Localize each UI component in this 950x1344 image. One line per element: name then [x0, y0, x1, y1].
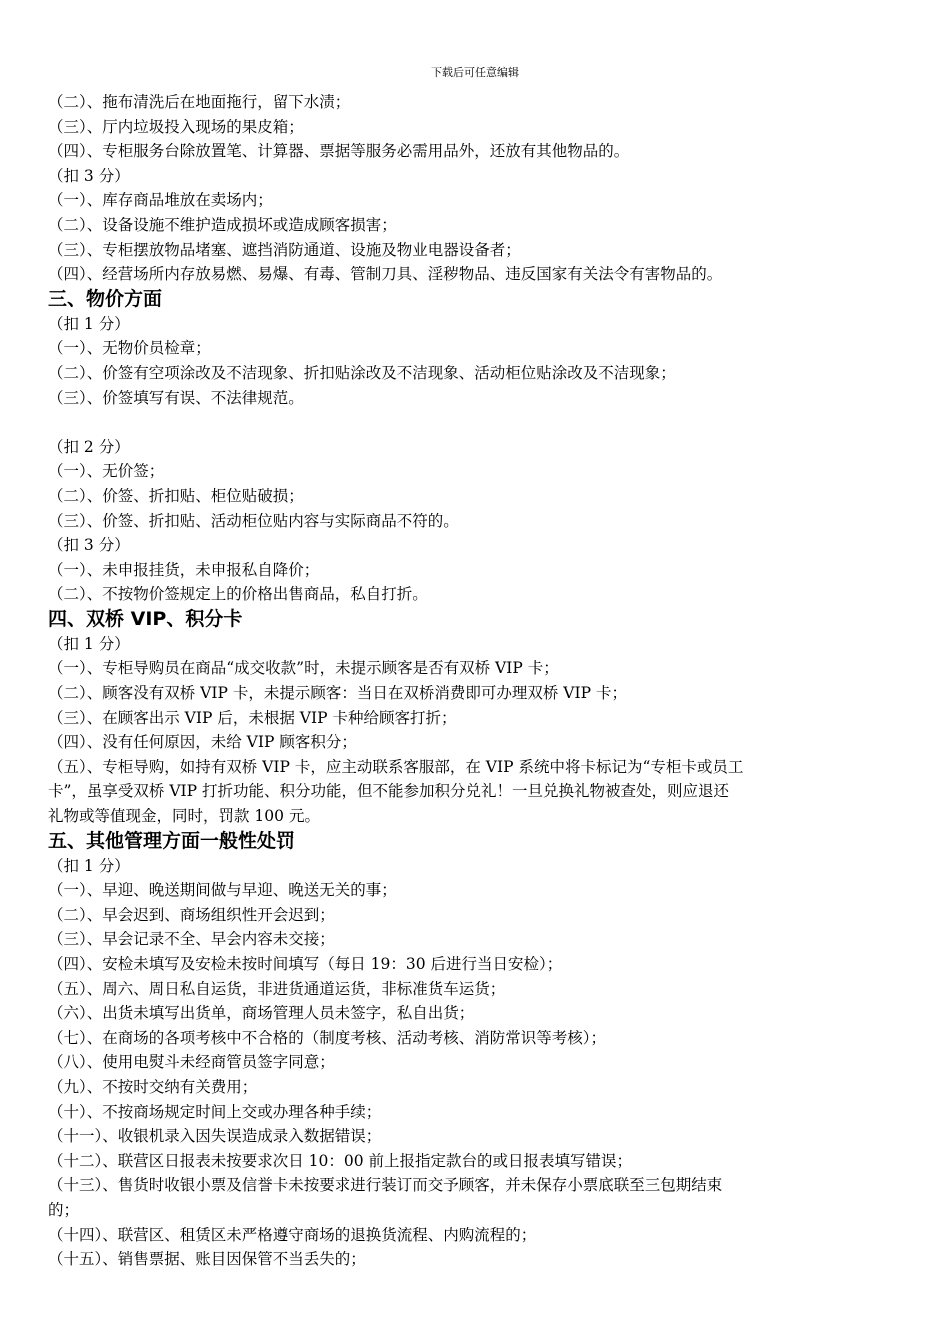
text-line: （三）、厅内垃圾投入现场的果皮箱； — [48, 117, 304, 136]
text-line: （扣 1 分） — [48, 314, 130, 333]
text-line: （一）、无价签； — [48, 462, 165, 481]
text-line: （扣 3 分） — [48, 166, 130, 185]
text-line: 礼物或等值现金，同时，罚款 100 元。 — [48, 807, 320, 826]
text-line: （二）、拖布清洗后在地面拖行，留下水渍； — [48, 93, 351, 111]
text-line: （二）、不按物价签规定上的价格出售商品，私自打折。 — [48, 585, 428, 604]
text-line: （十四）、联营区、租赁区未严格遵守商场的退换货流程、内购流程的； — [48, 1225, 537, 1244]
text-line: （扣 2 分） — [48, 437, 130, 456]
text-line: （十一）、收银机录入因失误造成录入数据错误； — [48, 1127, 382, 1146]
text-line: （一）、未申报挂货，未申报私自降价； — [48, 560, 320, 579]
text-line: （三）、专柜摆放物品堵塞、遮挡消防通道、设施及物业电器设备者； — [48, 240, 521, 259]
blank-line — [48, 410, 908, 435]
text-line: （二）、顾客没有双桥 VIP 卡，未提示顾客：当日在双桥消费即可办理双桥 VIP 卡； — [48, 684, 627, 703]
text-line: 的； — [48, 1200, 80, 1219]
text-line: （三）、早会记录不全、早会内容未交接； — [48, 930, 335, 949]
text-line: （三）、价签填写有误、不法律规范。 — [48, 388, 304, 407]
text-line: （一）、早迎、晚送期间做与早迎、晚送无关的事； — [48, 881, 397, 900]
text-line: （十三）、售货时收银小票及信誉卡未按要求进行装订而交予顾客，并未保存小票底联至三包期结束 — [48, 1176, 723, 1195]
section-heading: 五、其他管理方面一般性处罚 — [48, 829, 296, 852]
text-line: （二）、早会迟到、商场组织性开会迟到； — [48, 905, 335, 924]
text-line: （七）、在商场的各项考核中不合格的（制度考核、活动考核、消防常识等考核）； — [48, 1028, 607, 1047]
text-line: （六）、出货未填写出货单，商场管理人员未签字，私自出货； — [48, 1004, 475, 1023]
text-line: （四）、安检未填写及安检未按时间填写（每日 19：30 后进行当日安检）； — [48, 955, 563, 973]
section-heading: 四、双桥 VIP、积分卡 — [48, 607, 243, 630]
text-line: （二）、价签有空项涂改及不洁现象、折扣贴涂改及不洁现象、活动柜位贴涂改及不洁现象； — [48, 363, 676, 382]
text-line: （三）、价签、折扣贴、活动柜位贴内容与实际商品不符的。 — [48, 511, 459, 530]
text-line: 卡”，虽享受双桥 VIP 打折功能、积分功能，但不能参加积分兑礼！一旦兑换礼物被查处，则应退还 — [48, 782, 730, 801]
document-body — [48, 90, 908, 1272]
section-heading: 三、物价方面 — [48, 287, 163, 310]
text-line: （十二）、联营区日报表未按要求次日 10：00 前上报指定款台的或日报表填写错误； — [48, 1151, 633, 1170]
text-line: （一）、专柜导购员在商品“成交收款”时，未提示顾客是否有双桥 VIP 卡； — [48, 659, 559, 678]
text-line: （一）、无物价员检章； — [48, 339, 211, 358]
text-line: （九）、不按时交纳有关费用； — [48, 1077, 258, 1096]
text-line: （四）、经营场所内存放易燃、易爆、有毒、管制刀具、淫秽物品、违反国家有关法令有害物品的。 — [48, 265, 723, 284]
text-line: （五）、专柜导购，如持有双桥 VIP 卡，应主动联系客服部，在 VIP 系统中将卡标记为“专柜卡或员工 — [48, 757, 744, 776]
text-line: （十）、不按商场规定时间上交或办理各种手续； — [48, 1102, 382, 1121]
text-line: （扣 3 分） — [48, 536, 130, 555]
text-line: （扣 1 分） — [48, 634, 130, 653]
text-line: （五）、周六、周日私自运货，非进货通道运货，非标准货车运货； — [48, 979, 506, 998]
text-line: （二）、设备设施不维护造成损坏或造成顾客损害； — [48, 215, 397, 234]
text-line: （二）、价签、折扣贴、柜位贴破损； — [48, 486, 304, 505]
text-line: （扣 1 分） — [48, 856, 130, 875]
page-header: 下载后可任意编辑 — [431, 66, 519, 79]
text-line: （八）、使用电熨斗未经商管员签字同意； — [48, 1053, 335, 1072]
text-line: （三）、在顾客出示 VIP 后，未根据 VIP 卡种给顾客打折； — [48, 708, 457, 727]
text-line: （四）、没有任何原因，未给 VIP 顾客积分； — [48, 733, 357, 752]
text-line: （四）、专柜服务台除放置笔、计算器、票据等服务必需用品外，还放有其他物品的。 — [48, 142, 630, 161]
text-line: （一）、库存商品堆放在卖场内； — [48, 191, 273, 210]
text-line: （十五）、销售票据、账目因保管不当丢失的； — [48, 1250, 366, 1269]
